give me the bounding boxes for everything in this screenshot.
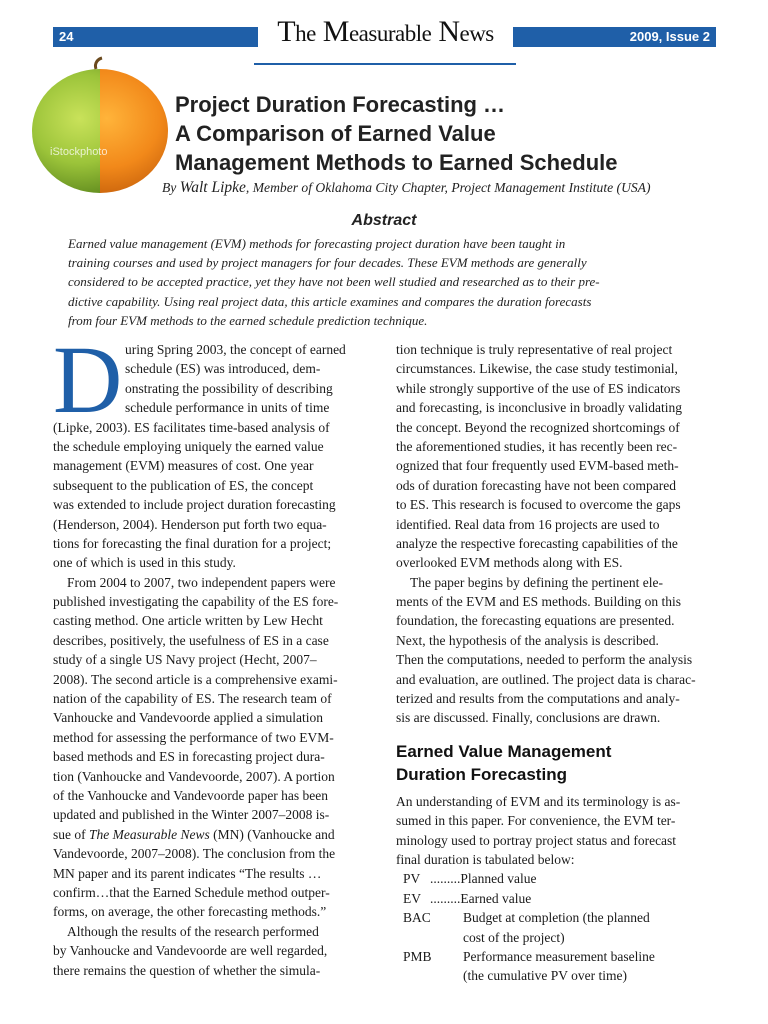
term-abbr: PMB bbox=[403, 949, 432, 964]
issue-bar bbox=[513, 27, 716, 47]
body-line: by Vanhoucke and Vandevoorde are well regarded, bbox=[53, 943, 328, 959]
body-line: management (EVM) measures of cost. One year bbox=[53, 458, 314, 474]
abstract-line: dictive capability. Using real project data, this article examines and compares the duration forecasts bbox=[68, 293, 592, 309]
abstract-line: from four EVM methods to the earned schedule prediction technique. bbox=[68, 312, 428, 328]
body-line: casting method. One article written by Lew Hecht bbox=[53, 613, 323, 629]
body-line: there remains the question of whether the simula- bbox=[53, 962, 321, 978]
body-line: describes, positively, the usefulness of ES in a case bbox=[53, 632, 329, 648]
article-title bbox=[175, 90, 735, 177]
body-line: overlooked EVM methods along with ES. bbox=[396, 555, 623, 571]
body-line: uring Spring 2003, the concept of earned bbox=[125, 342, 346, 357]
body-line: analyze the respective forecasting capabilities of the bbox=[396, 535, 678, 551]
body-line: Vandevoorde, 2007–2008). The conclusion from the bbox=[53, 846, 336, 862]
body-line-end: (MN) (Vanhoucke and bbox=[209, 826, 335, 842]
body-line: the concept. Beyond the recognized shortcomings of bbox=[396, 419, 680, 435]
body-line: and forecasting, is inconclusive in broadly validating bbox=[396, 400, 683, 416]
term-row bbox=[396, 928, 716, 947]
abstract-line: Earned value management (EVM) methods for forecasting project duration have been taught in bbox=[68, 236, 566, 251]
right-column bbox=[396, 340, 716, 986]
body-line: the schedule employing uniquely the earned value bbox=[53, 438, 324, 454]
body-line: foundation, the forecasting equations are presented. bbox=[396, 613, 675, 629]
body-line: of the Vanhoucke and Vandevoorde paper has been bbox=[53, 787, 329, 803]
title-line: Management Methods to Earned Schedule bbox=[175, 150, 618, 175]
body-line: ognized that four frequently used EVM-based meth- bbox=[396, 458, 679, 474]
body-line: (Henderson, 2004). Henderson put forth two equa- bbox=[53, 516, 327, 532]
term-def: Performance measurement baseline bbox=[463, 949, 655, 964]
body-line: minology used to portray project status and forecast bbox=[396, 832, 677, 848]
body-line: An understanding of EVM and its terminology is as- bbox=[396, 793, 681, 809]
term-def bbox=[430, 889, 531, 908]
term-text: Planned value bbox=[460, 871, 537, 887]
term-abbr bbox=[396, 966, 463, 985]
body-line: forms, on average, the other forecasting methods.” bbox=[53, 904, 327, 920]
title-line: A Comparison of Earned Value bbox=[175, 121, 496, 146]
body-line: based methods and ES in forecasting project dura- bbox=[53, 749, 325, 765]
term-row bbox=[396, 908, 716, 927]
body-line: updated and published in the Winter 2007–2008 is- bbox=[53, 807, 330, 823]
terminology-list bbox=[396, 869, 716, 985]
abstract-heading: Abstract bbox=[351, 212, 417, 229]
body-line: schedule (ES) was introduced, dem- bbox=[125, 361, 321, 377]
term-dots: ......... bbox=[430, 871, 461, 887]
body-line: Next, the hypothesis of the analysis is described. bbox=[396, 632, 659, 648]
page-number-bar bbox=[53, 27, 258, 47]
abstract-line: training courses and used by project managers for four decades. These EVM methods are generally bbox=[68, 255, 587, 271]
body-line: onstrating the possibility of describing bbox=[125, 380, 333, 396]
body-line: Although the results of the research performed bbox=[67, 923, 319, 939]
page-number: 24 bbox=[59, 29, 74, 44]
body-line: confirm…that the Earned Schedule method outper- bbox=[53, 884, 330, 900]
term-row bbox=[396, 869, 716, 888]
magazine-title-render: The Measurable News bbox=[277, 15, 494, 48]
term-row bbox=[396, 947, 716, 966]
body-line: 2008). The second article is a comprehensive exami- bbox=[53, 671, 338, 687]
watermark-text: iStockphoto bbox=[50, 146, 108, 158]
term-abbr: PV bbox=[403, 871, 421, 887]
term-text: Earned value bbox=[460, 890, 532, 906]
body-line: ments of the EVM and ES methods. Building on this bbox=[396, 594, 681, 610]
body-line: study of a single US Navy project (Hecht, 2007– bbox=[53, 652, 317, 668]
body-line: subsequent to the publication of ES, the concept bbox=[53, 477, 314, 493]
body-line: Then the computations, needed to perform the analysis bbox=[396, 652, 693, 668]
body-line: and evaluation, are outlined. The project data is charac- bbox=[396, 671, 696, 687]
title-line: Project Duration Forecasting … bbox=[175, 92, 506, 117]
left-column bbox=[53, 326, 368, 980]
body-line: one of which is used in this study. bbox=[53, 555, 236, 571]
stem bbox=[95, 58, 102, 69]
term-row bbox=[396, 966, 716, 985]
body-line: tion technique is truly representative of real project bbox=[396, 342, 673, 357]
body-line: method for assessing the performance of two EVM- bbox=[53, 729, 334, 745]
term-abbr: EV bbox=[403, 890, 421, 906]
abstract-line: considered to be accepted practice, yet they have not been well studied and researched as to their pre- bbox=[68, 274, 600, 290]
drop-cap: D bbox=[53, 326, 123, 433]
magazine-title bbox=[258, 14, 513, 52]
author-affiliation: , Member of Oklahoma City Chapter, Project Management Institute (USA) bbox=[245, 180, 651, 195]
abstract-body bbox=[68, 234, 708, 330]
body-line-start: sue of bbox=[53, 826, 89, 842]
body-line: nation of the capability of ES. The research team of bbox=[53, 691, 332, 707]
body-line: was extended to include project duration forecasting bbox=[53, 497, 336, 513]
term-def: cost of the project) bbox=[463, 929, 565, 945]
body-line: sumed in this paper. For convenience, the EVM ter- bbox=[396, 813, 676, 829]
term-def: Budget at completion (the planned bbox=[463, 910, 650, 926]
section-heading-line: Earned Value Management bbox=[396, 741, 612, 761]
term-def bbox=[430, 869, 536, 888]
apple-orange-illustration bbox=[28, 55, 170, 195]
body-line: Vanhoucke and Vandevoorde applied a simulation bbox=[53, 710, 324, 726]
byline-prefix: By bbox=[162, 180, 180, 195]
author-name: Walt Lipke bbox=[179, 179, 246, 196]
issue-label: 2009, Issue 2 bbox=[629, 29, 710, 44]
body-line: From 2004 to 2007, two independent papers were bbox=[67, 574, 336, 590]
body-line: The paper begins by defining the pertinent ele- bbox=[410, 574, 664, 590]
body-line: while strongly supportive of the use of ES indicators bbox=[396, 380, 681, 396]
body-line: tions for forecasting the final duration for a project; bbox=[53, 535, 332, 551]
body-line: final duration is tabulated below: bbox=[396, 851, 575, 867]
section-heading-line: Duration Forecasting bbox=[396, 764, 567, 784]
byline bbox=[162, 179, 752, 197]
body-line: identified. Real data from 16 projects are used to bbox=[396, 516, 660, 532]
body-line: published investigating the capability of the ES fore- bbox=[53, 594, 339, 610]
body-line: circumstances. Likewise, the case study testimonial, bbox=[396, 361, 678, 377]
term-abbr: BAC bbox=[403, 910, 431, 926]
publication-ref: The Measurable News bbox=[89, 826, 210, 842]
term-def: (the cumulative PV over time) bbox=[463, 968, 627, 984]
term-dots: ......... bbox=[430, 890, 461, 906]
body-line: to ES. This research is focused to overcome the gaps bbox=[396, 497, 681, 513]
body-line-with-ref bbox=[53, 825, 368, 844]
term-row bbox=[396, 889, 716, 908]
body-line: ods of duration forecasting have not been compared bbox=[396, 477, 677, 493]
term-abbr bbox=[396, 928, 463, 947]
body-line: sis are discussed. Finally, conclusions are drawn. bbox=[396, 710, 661, 726]
section-heading bbox=[396, 740, 716, 786]
body-line: the aforementioned studies, it has recently been rec- bbox=[396, 438, 678, 454]
body-line: (Lipke, 2003). ES facilitates time-based analysis of bbox=[53, 419, 330, 435]
body-line: schedule performance in units of time bbox=[125, 400, 330, 416]
body-line: MN paper and its parent indicates “The results … bbox=[53, 865, 322, 881]
body-line: terized and results from the computations and analy- bbox=[396, 691, 680, 707]
body-line: tion (Vanhoucke and Vandevoorde, 2007). A portion bbox=[53, 768, 335, 784]
header-rule bbox=[254, 63, 516, 65]
